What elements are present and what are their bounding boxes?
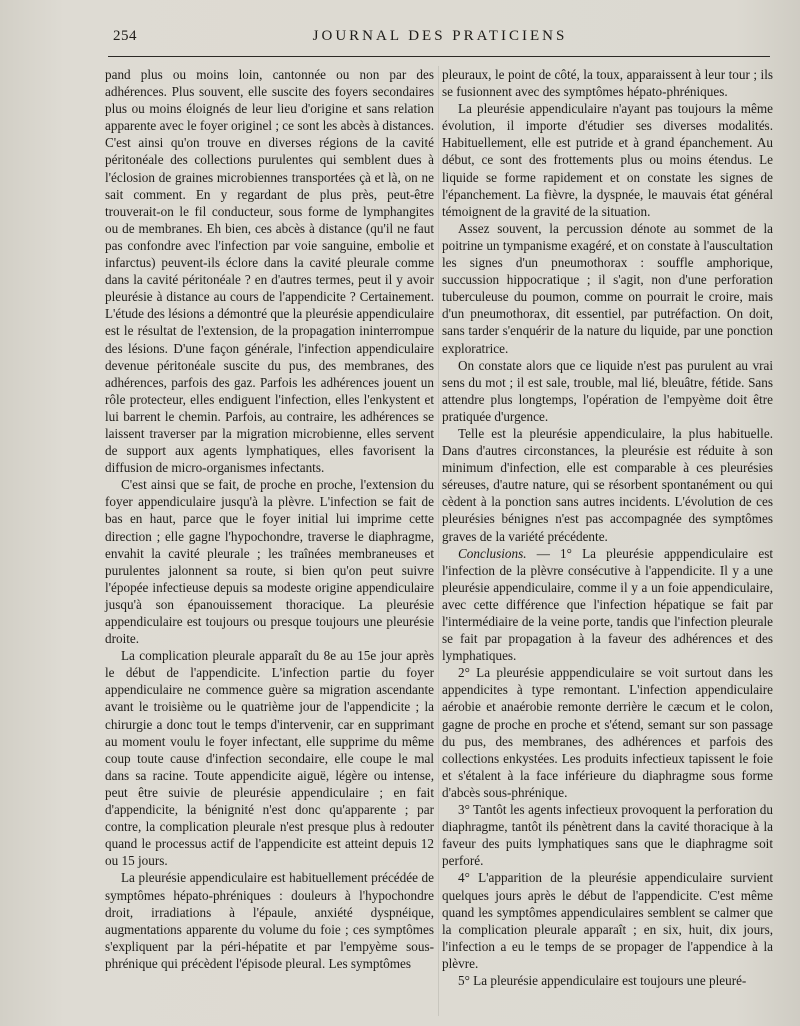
paragraph: La pleurésie appendiculaire est habituellement précédée de symptômes hépato-phréniques : douleurs à l'hypochondre droit, irradiations à l'épaule, anxiété dyspnéique, augmentations apparente du volume du foie ; ces symptômes s'expliquent par la péri-hépatite et par l'empyème sous-phrénique qui précèdent l'épisode pleural. Les symptômes: [105, 870, 434, 971]
paragraph: 2° La pleurésie apppendiculaire se voit surtout dans les appendicites à type remontant. L'infection appendiculaire aérobie et anaérobie remonte derrière le cæcum et le colon, gagne de proche en proche et s'étend, semant sur son passage du pus, des membranes, des adhérences et parfois des collections enkystées. Les produits infectieux tapissent le foie et s'étalent à la face inférieure du diaphragme sous forme d'abcès sous-phrénique.: [442, 665, 773, 800]
paragraph: pleuraux, le point de côté, la toux, apparaissent à leur tour ; ils se fusionnent avec des symptômes hépato-phréniques.: [442, 67, 773, 100]
paragraph: On constate alors que ce liquide n'est pas purulent au vrai sens du mot ; il est sale, trouble, mal lié, bleuâtre, fétide. Sans attendre plus longtemps, l'opération de l'empyème doit être pratiquée d'urgence.: [442, 357, 773, 424]
paragraph: C'est ainsi que se fait, de proche en proche, l'extension du foyer appendiculaire jusqu'à la plèvre. L'infection se fait de bas en haut, parce que le foyer initial lui imprime cette direction ; elle gagne l'hypochondre, traverse le diaphragme, envahit la cavité pleurale ; les traînées membraneuses et purulentes jalonnent sa route, si bien qu'on peut suivre l'épopée infectieuse depuis sa modeste origine appendiculaire jusqu'à son épanouissement thoracique. La pleurésie appendiculaire est toujours ou presque toujours une pleurésie droite.: [105, 477, 434, 647]
paragraph: La complication pleurale apparaît du 8e au 15e jour après le début de l'appendicite. L'infection partie du foyer appendiculaire ne commence guère sa migration ascendante avant le troisième ou le quatrième jour de l'appendicite ; la chirurgie a donc tout le temps d'intervenir, car en supprimant au moment voulu le foyer infectant, elle supprime du même coup toute cause d'infection secondaire, elle coupe le mal dans sa racine. Toute appendicite aiguë, légère ou intense, peut être suivie de pleurésie appendiculaire ; en fait d'appendicite, la bénignité n'est donc qu'apparente ; par contre, la complication pleurale n'est presque plus à redouter quand le processus actif de l'appendicite est atteint depuis 12 ou 15 jours.: [105, 648, 434, 869]
paragraph: Assez souvent, la percussion dénote au sommet de la poitrine un tympanisme exagéré, et on constate à l'auscultation les signes d'un pneumothorax : souffle amphorique, succussion hippocratique ; il s'agit, non d'une perforation tuberculeuse du poumon, comme on pourrait le croire, mais d'un pneumothorax, dit essentiel, par putréfaction. On doit, sans tarder s'enquérir de la nature du liquide, par une ponction exploratrice.: [442, 220, 773, 356]
conclusions-text: — 1° La pleurésie apppendiculaire est l'infection de la plèvre consécutive à l'appendicite. Il y a une pleurésie appendiculaire, comme il y a un foie appendiculaire, avec cette différence que l'infection hépatique se fait par l'intermédiaire de la veine porte, tandis que l'infection pleurale se fait par propagation à la faveur des adhérences et des lymphatiques.: [442, 545, 773, 664]
conclusions-label: Conclusions.: [458, 545, 527, 561]
paragraph: La pleurésie appendiculaire n'ayant pas toujours la même évolution, il importe d'étudier ses diverses modalités. Habituellement, elle est putride et à grand épanchement. Au début, ce sont des frottements plus ou moins étendus. Le liquide se forme rapidement et on constate les signes de l'épanchement. La fièvre, la dyspnée, le mauvais état général témoignent de la gravité de la situation.: [442, 101, 773, 219]
paragraph: pand plus ou moins loin, cantonnée ou non par des adhérences. Plus souvent, elle suscite des foyers secondaires plus ou moins éloignés de leur lieu d'origine et sans relation apparente avec le foyer originel ; ce sont les abcès à distances. C'est ainsi qu'on trouve en diverses régions de la cavité péritonéale des collections purulentes qui semblent dues à l'éclosion de graines microbiennes transportées çà et là, on ne sait comment. En y regardant de plus près, peut-être trouverait-on le fil conducteur, sous forme de lymphangites ou de membranes. Eh bien, ces abcès à distance (qu'il ne faut pas confondre avec l'infection par voie sanguine, embolie et infarctus) peuvent-ils éclore dans la cavité pleurale comme dans la cavité péritonéale ? en d'autres termes, peut il y avoir pleurésie à distance au cours de l'appendicite ? Certainement. L'étude des lésions a démontré que la pleurésie appendiculaire est le résultat de l'extension, de la propagation ininterrompue des lésions. D'une façon générale, l'infection appendiculaire devenue péritonéale suscite du pus, des membranes, des adhérences, parfois des gaz. Parfois les adhérences jouent un rôle protecteur, elles endiguent l'infection, elles l'enkystent et lui barrent le chemin. Parfois, au contraire, les adhérences se laissent traverser par la migration microbienne, elles servent de support aux agents lymphatiques, elles favorisent la diffusion de micro-organismes infectants.: [105, 67, 435, 476]
paragraph: 5° La pleurésie appendiculaire est toujours une pleuré-: [458, 972, 747, 988]
right-column: [442, 66, 773, 989]
running-title: JOURNAL DES PRATICIENS: [312, 28, 568, 44]
paragraph: 4° L'apparition de la pleurésie appendiculaire survient quelques jours après le début de l'appendicite. C'est même quand les symptômes appendiculaires semblent se calmer que la complication pleurale apparaît ; en six, huit, dix jours, l'infection a eu le temps de se propager de l'appendice à la plèvre.: [442, 870, 773, 971]
left-column: [105, 66, 434, 972]
paragraph: 3° Tantôt les agents infectieux provoquent la perforation du diaphragme, tantôt ils pénètrent dans la cavité thoracique à la faveur des puits lymphatiques sans que le diaphragme soit perforé.: [442, 802, 773, 869]
conclusions-paragraph: [442, 545, 773, 665]
header-rule: [108, 56, 770, 57]
page-header: [0, 28, 800, 52]
page-number: 254: [113, 28, 137, 44]
paragraph: Telle est la pleurésie appendiculaire, la plus habituelle. Dans d'autres circonstances, la pleurésie est réduite à son minimum d'infection, elle est comparable à ces pleurésies séreuses, d'autre nature, qui se résorbent spontanément ou qui cèdent à la ponction sans autres incidents. L'évolution de ces pleurésies bénignes n'est pas accompagnée des symptômes graves de la variété précédente.: [442, 425, 773, 544]
column-divider: [438, 66, 439, 1016]
